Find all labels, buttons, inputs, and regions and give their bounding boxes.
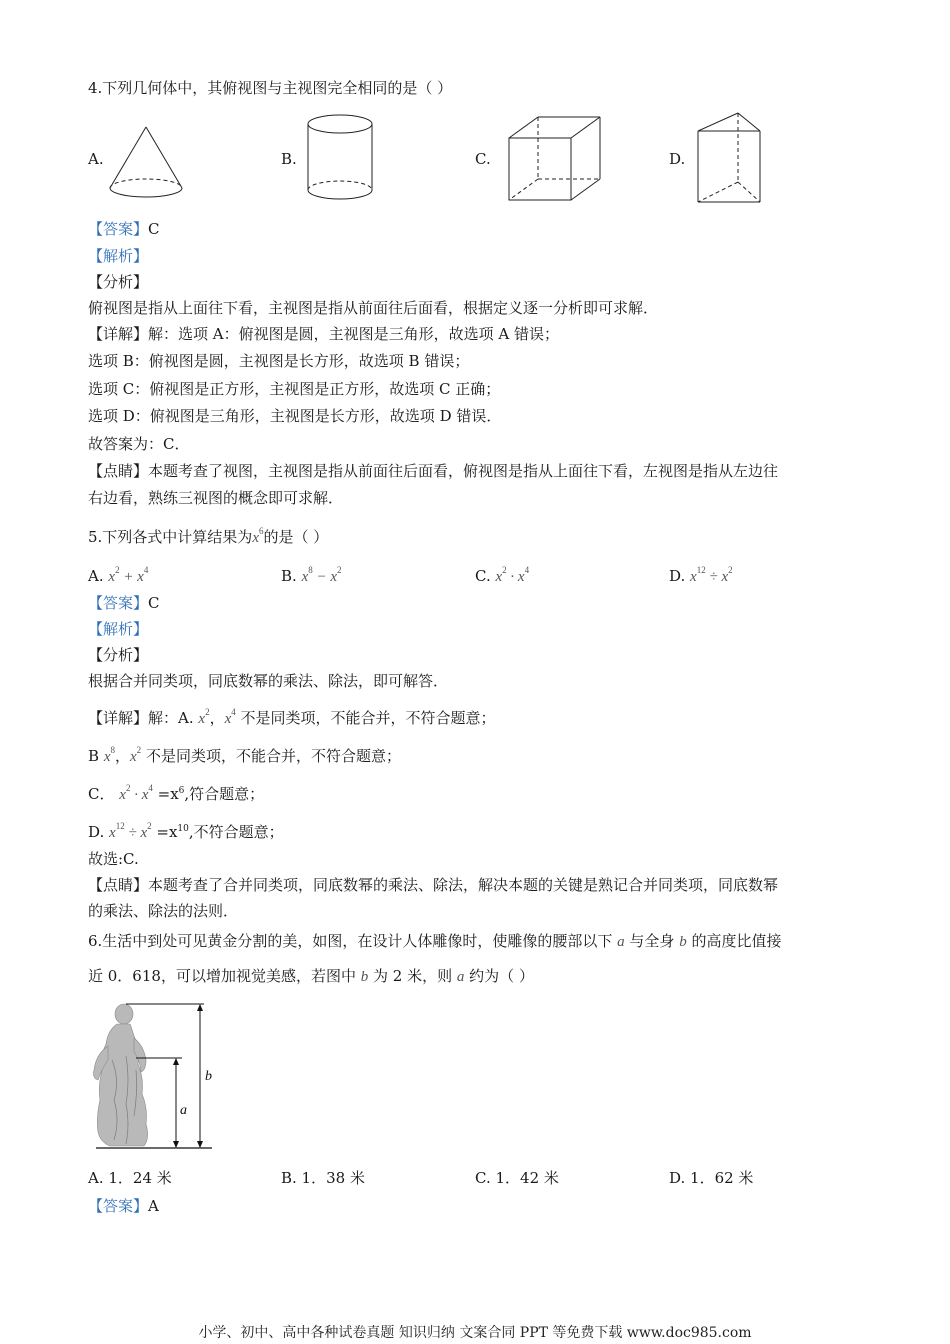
q5-detail-b-expr: $x^8$ — [103, 745, 115, 765]
q5-detail-d-pre: D. — [88, 823, 105, 841]
q4-option-d-label: D. — [669, 150, 686, 168]
q5-answer-line — [88, 593, 160, 613]
q5-option-c-label: C. — [475, 567, 491, 585]
q5-detail-c-expr: $x^2 \cdot x^4$ — [119, 783, 153, 803]
q5-option-a-expr: $x^2 + x^4$ — [108, 565, 149, 585]
q4-option-b-label: B. — [281, 150, 297, 168]
q5-detail-a: 【详解】解：A. $x^2$，$x^4$ 不是同类项，不能合并，不符合题意； — [88, 707, 496, 727]
cylinder-figure — [304, 112, 380, 204]
triangular-prism-figure — [694, 110, 766, 206]
q5-detail-a-expr: $x^2$ — [198, 707, 210, 727]
q5-analysis: 根据合并同类项，同底数幂的乘法、除法，即可解答． — [88, 672, 449, 690]
q4-comment-line-2: 右边看，熟练三视图的概念即可求解． — [88, 489, 344, 507]
q6-option-b: B. 1．38 米 — [281, 1169, 365, 1187]
q5-comment-line-2: 的乘法、除法的法则． — [88, 902, 239, 920]
q5-detail-b-post: 不是同类项，不能合并，不符合题意； — [145, 747, 401, 765]
statue-label-a: a — [180, 1103, 187, 1118]
q5-detail-d-expr: $x^{12} \div x^2$ — [109, 821, 152, 841]
q5-detail-d-post: ,不符合题意； — [188, 823, 284, 841]
q6-line2-mid: 为 2 米，则 — [373, 967, 453, 985]
answer-tag: 【答案】 — [88, 594, 149, 612]
q4-question: 4.下列几何体中，其俯视图与主视图完全相同的是（ ） — [88, 79, 453, 97]
q4-answer: C — [148, 220, 160, 238]
detail-tag: 【详解】 — [88, 709, 149, 727]
detail-tag: 【详解】 — [88, 325, 149, 343]
q4-comment-text-1: 本题考查了视图，主视图是指从前面往后面看，俯视图是指从上面往下看，左视图是指从左边往 — [148, 462, 779, 480]
q5-question-pre: 5.下列各式中计算结果为 — [88, 528, 253, 546]
q6-line-2 — [88, 966, 534, 987]
q4-detail-line-3: 选项 C：俯视图是正方形，主视图是正方形，故选项 C 正确； — [88, 380, 501, 398]
q5-target-expr: $x^6$ — [252, 526, 264, 546]
q4-conclusion: 故答案为：C． — [88, 435, 190, 453]
q5-option-a — [88, 560, 148, 587]
q5-conclusion: 故选:C. — [88, 850, 139, 868]
q5-option-b-expr: $x^8 - x^2$ — [301, 565, 342, 585]
q6-line1-post: 的高度比值接 — [691, 932, 782, 950]
q5-option-c — [475, 560, 529, 587]
q5-option-a-label: A. — [88, 567, 104, 585]
q6-line2-post: 约为（ ） — [469, 967, 534, 985]
q4-option-c-label: C. — [475, 150, 491, 168]
q6-line2-pre: 近 0．618，可以增加视觉美感，若图中 — [88, 967, 356, 985]
q6-line-1 — [88, 931, 781, 952]
q5-detail-b: B $x^8$，$x^2$ 不是同类项，不能合并，不符合题意； — [88, 745, 401, 765]
q6-var-b-2: b — [360, 969, 369, 985]
q5-option-b — [281, 560, 342, 587]
cube-figure — [504, 114, 608, 206]
q4-jiexi-tag: 【解析】 — [88, 247, 149, 265]
q5-option-c-expr: $x^2 \cdot x^4$ — [495, 565, 530, 585]
q4-analysis: 俯视图是指从上面往下看，主视图是指从前面往后面看，根据定义逐一分析即可求解． — [88, 299, 659, 317]
q6-answer-line — [88, 1196, 159, 1216]
q6-option-a: A. 1．24 米 — [88, 1169, 172, 1187]
q6-var-a-2: a — [456, 969, 465, 985]
q6-option-c: C. 1．42 米 — [475, 1169, 559, 1187]
q5-detail-a-post: 不是同类项，不能合并，不符合题意； — [240, 709, 496, 727]
answer-tag: 【答案】 — [88, 220, 149, 238]
cone-figure — [106, 124, 186, 204]
comment-tag: 【点睛】 — [88, 462, 149, 480]
q5-option-b-label: B. — [281, 567, 297, 585]
answer-tag: 【答案】 — [88, 1197, 149, 1215]
statue-figure — [86, 1000, 226, 1155]
comment-tag: 【点睛】 — [88, 876, 149, 894]
q4-detail-text-1: 解：选项 A：俯视图是圆，主视图是三角形，故选项 A 错误； — [148, 325, 559, 343]
q5-comment-line-1 — [88, 875, 778, 895]
q5-option-d — [669, 560, 733, 587]
q5-detail-c: C． $x^2 \cdot x^4 =x^6$,符合题意； — [88, 783, 265, 803]
q6-var-a: a — [617, 934, 625, 950]
q6-line1-pre: 6.生活中到处可见黄金分割的美，如图，在设计人体雕像时，使雕像的腰部以下 — [88, 932, 613, 950]
q5-detail-c-pre: C． — [88, 785, 115, 803]
q5-analysis-tag: 【分析】 — [88, 646, 149, 664]
q5-detail-c-post: ,符合题意； — [184, 785, 265, 803]
q5-jiexi-tag: 【解析】 — [88, 620, 149, 638]
q5-detail-b-pre: B — [88, 747, 100, 765]
q4-comment-line-1 — [88, 461, 778, 481]
q5-option-d-label: D. — [669, 567, 686, 585]
q6-line1-mid: 与全身 — [629, 932, 675, 950]
q5-detail-d: D. $x^{12} \div x^2 =x^{10}$,不符合题意； — [88, 821, 284, 841]
q5-option-d-expr: $x^{12} \div x^2$ — [690, 565, 733, 585]
q5-detail-a-pre: 解：A. — [148, 709, 194, 727]
q5-detail-b-expr-2: $x^2$ — [130, 745, 142, 765]
q6-var-b: b — [679, 934, 687, 950]
q6-answer: A — [148, 1197, 159, 1215]
q4-detail-line-4: 选项 D：俯视图是三角形，主视图是长方形，故选项 D 错误． — [88, 407, 502, 425]
statue-image — [94, 1004, 148, 1146]
q4-analysis-tag: 【分析】 — [88, 273, 149, 291]
q5-comment-text-1: 本题考查了合并同类项，同底数幂的乘法、除法，解决本题的关键是熟记合并同类项，同底数幂 — [148, 876, 779, 894]
q5-question-post: 的是（ ） — [263, 528, 329, 546]
q4-detail-line-1 — [88, 324, 559, 344]
q4-answer-line — [88, 219, 160, 239]
q5-answer: C — [148, 594, 160, 612]
statue-label-b: b — [205, 1069, 212, 1084]
q4-option-a-label: A. — [88, 150, 104, 168]
q6-option-d: D. 1．62 米 — [669, 1169, 754, 1187]
page-footer: 小学、初中、高中各种试卷真题 知识归纳 文案合同 PPT 等免费下载 www.doc985.com — [198, 1325, 752, 1341]
q5-detail-a-expr-2: $x^4$ — [224, 707, 236, 727]
q5-question — [88, 521, 328, 548]
q4-detail-line-2: 选项 B：俯视图是圆，主视图是长方形，故选项 B 错误； — [88, 352, 470, 370]
